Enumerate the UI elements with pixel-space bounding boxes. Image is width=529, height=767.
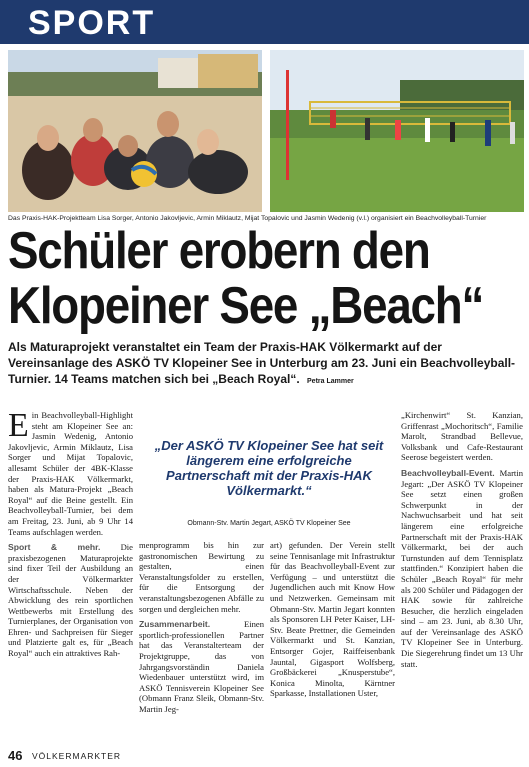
col1-paragraph-1: in Beachvolleyball-Highlight steht am Klopeiner See an: Jasmin Wedenig, Antonio Jakovljevic, Armin Miklautz, Lisa Sorger und Mijat Topalovic, allesamt Schüler der 4BK-Klasse der Praxis-HAK Völkermarkt, haben als Matura-Projekt „Beach Royal“ auf die Beine gestellt. Ein Beachvolleyball-Turnier, bei dem am Freitag, 23. Juni, ab 9 Uhr 14 Teams aufschlagen werden. (8, 410, 133, 537)
publication-name: VÖLKERMARKTER (32, 751, 122, 761)
author-name: Petra Lammer (307, 378, 354, 385)
section-banner (0, 0, 529, 44)
col3-paragraph-1: art) gefunden. Der Verein stellt seine Tennisanlage mit Infrastruktur für das Beachvolleyball-Event zur Verfügung – und unterstützt die Jugendlichen auch mit Know How und Netzwerken. Gemeinsam mit Obmann-Stv. Martin Jegart konnten als Sponsoren LH Peter Kaiser, LH-Stv. Beate Prettner, die Gemeinden Völkermarkt und St. Kanzian, Entsorger Gojer, Raiffeisenbank Jauntal, Gigasport Wolfsberg, Großbäckerei „Knusperstube“, Konica Minolta, Kärntner Sparkasse, Installationen Uster, (270, 540, 395, 699)
headline-line-2: Klopeiner See „Beach“ (8, 277, 484, 335)
lead-paragraph (8, 339, 523, 390)
col2-paragraph-2: Einen sportlich-professionellen Partner hat das Veranstalterteam der Projektgruppe, das von Jahrgangsvorständin Daniela Wiedenbauer unterstützt wird, im ASKÖ Tennisverein Klopeiner See (Obmann Franz Sleik, Obmann-Stv. Martin Jeg- (139, 619, 264, 714)
col2-paragraph-1: menprogramm bis hin zur gastronomischen Bewirtung zu gestalten, einen Veranstaltungsfolder zu erstellen, für die Entsorgung der veranstaltungsbezogenen Abfälle zu sorgen und dergleichen mehr. (139, 540, 264, 614)
col1-paragraph-2: Die praxisbezogenen Maturaprojekte sind fixer Teil der Ausbildung an der Völkermarkter Wirtschaftsschule. Neben der Abwicklung des rein sportlichen Wettbewerbs mit Erstellung des Turnierplanes, der Organisation von Ehren- und Sachpreisen für Sieger und Platzierte galt es, für „Beach Royal“ auch ein attraktives Rah- (8, 542, 133, 659)
section-title: SPORT (28, 4, 156, 42)
pull-quote: „Der ASKÖ TV Klopeiner See hat seit längerem eine erfolgreiche Partnerschaft mit der Praxis-HAK Völkermarkt.“ (154, 438, 384, 498)
article-column-2 (139, 540, 264, 740)
volleyball-photo (270, 50, 524, 212)
subheading-zusammenarbeit: Zusammenarbeit. (139, 619, 211, 630)
headline-line-1: Schüler erobern den (8, 222, 430, 280)
lead-text: Als Maturaprojekt veranstaltet ein Team der Praxis-HAK Völkermarkt auf der Vereinsanlage des ASKÖ TV Klopeiner See in Unterburg am 23. Juni ein Beachvolleyball-Turnier. 14 Teams matchen sich bei „Beach Royal“. (8, 340, 516, 386)
col4-paragraph-1: „Kirchenwirt“ St. Kanzian, Griffenrast „Mochoritsch“, Familie Marolt, Strandbad Bellevue, Volksbank und Cafe-Restaurant Seerose begeistert werden. (401, 410, 523, 463)
article-column-1 (8, 410, 133, 740)
col4-paragraph-2: Martin Jegart: „Der ASKÖ TV Klopeiner See setzt einen großen Schwerpunkt in der Nachwuchsarbeit und hat seit längerem eine erfolgreiche Partnerschaft mit der Praxis-HAK Völkermarkt, bei der auch Turnstunden auf dem Tennisplatz stattfinden.“ Konzipiert haben die Schüler „Beach Royal“ für mehr als 200 Schüler und Pädagogen der HAK sowie für zahlreiche Besucher, die herzlich eingeladen sind – am 23. Juni, ab 8.30 Uhr, auf der Vereinsanlage des ASKÖ TV Klopeiner See in Unterburg. Die Siegerehrung findet um 13 Uhr statt. (401, 467, 523, 669)
article-column-3 (270, 540, 395, 740)
subheading-sport: Sport & mehr. (8, 542, 101, 553)
team-photo (8, 50, 262, 212)
headline (8, 222, 484, 335)
subheading-event: Beachvolleyball-Event. (401, 467, 495, 478)
page-number: 46 (8, 748, 23, 763)
photo-caption: Das Praxis-HAK-Projektteam Lisa Sorger, Antonio Jakovljevic, Armin Miklautz, Mijat Topalovic und Jasmin Wedenig (v.l.) organisiert ein Beachvolleyball-Turnier (8, 215, 487, 222)
article-column-4 (401, 410, 523, 740)
drop-cap: E (8, 410, 29, 444)
pull-quote-attribution: Obmann-Stv. Martin Jegart, ASKÖ TV Klopeiner See (187, 520, 351, 527)
